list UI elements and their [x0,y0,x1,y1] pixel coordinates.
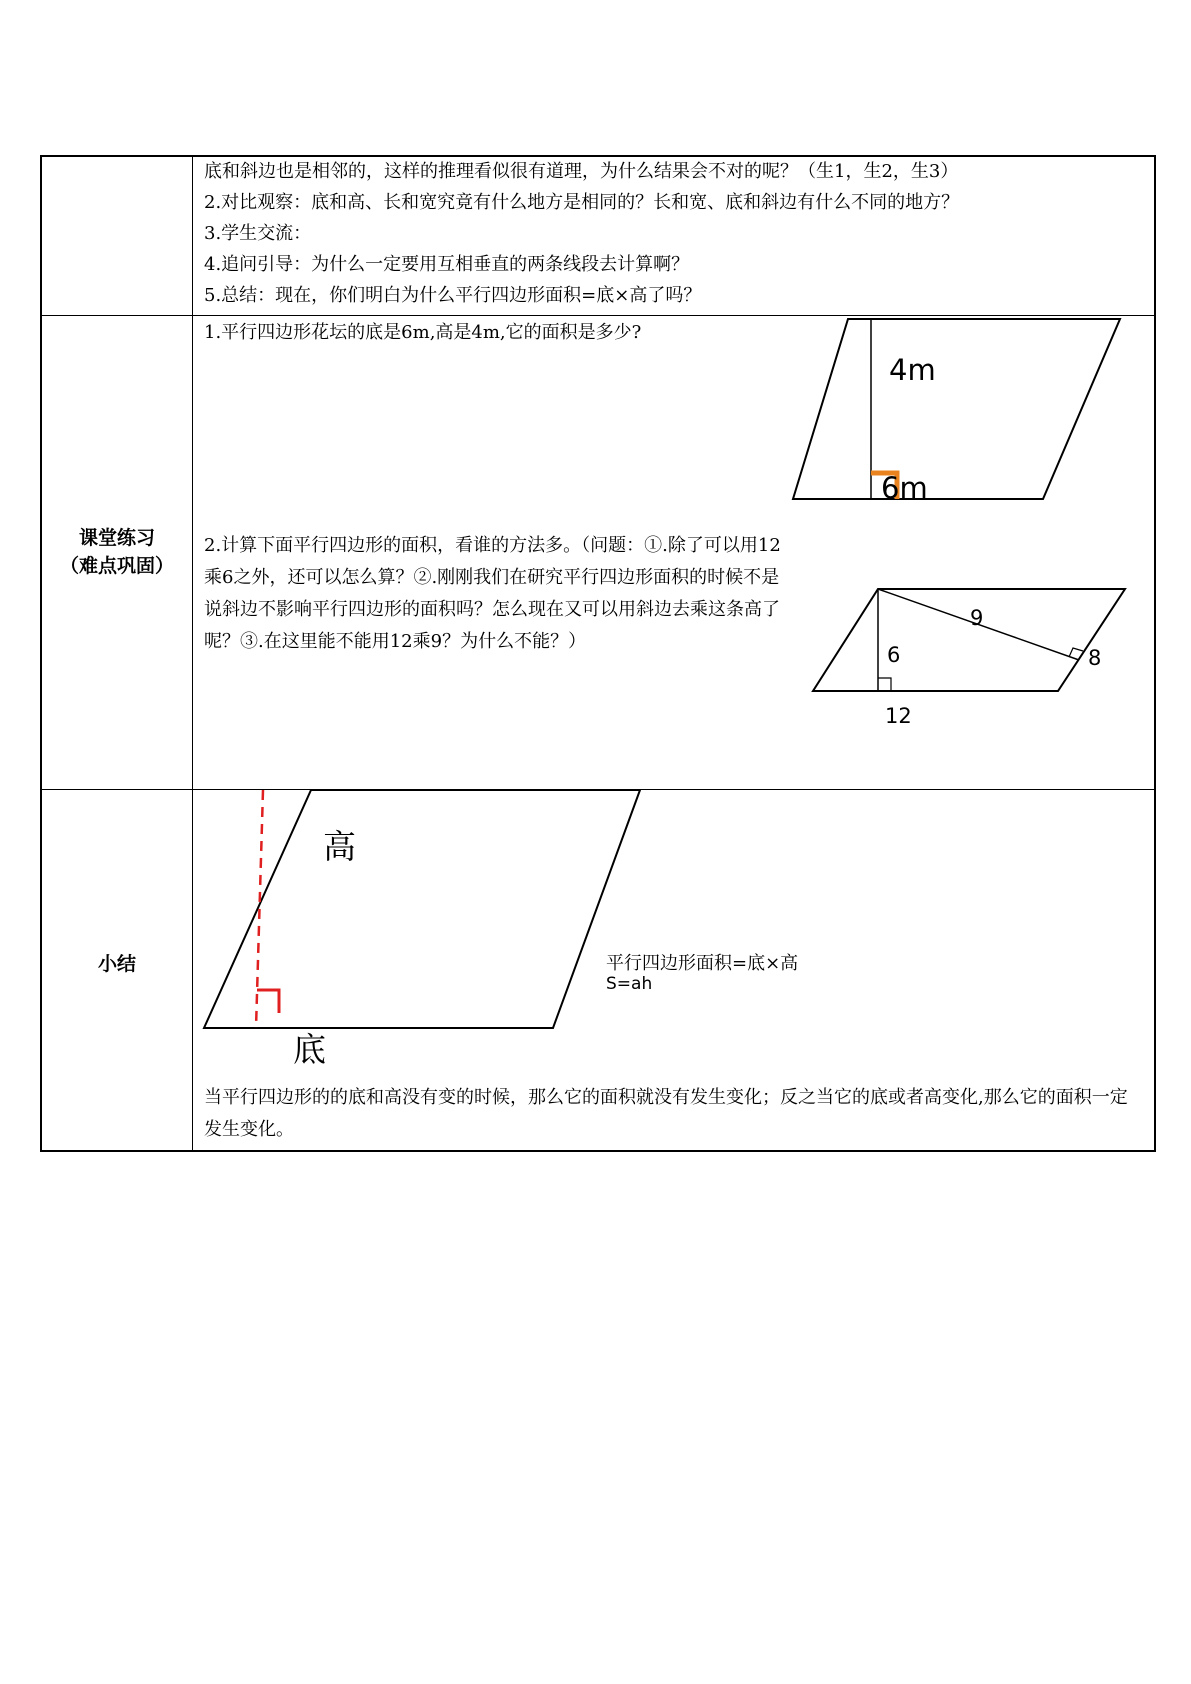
summary-content-cell [193,790,1154,1150]
practice-sublabel: （难点巩固） [59,555,174,577]
practice-row [42,315,1154,789]
lesson-table [40,155,1156,1152]
parallelogram-2-shape [813,589,1125,691]
practice-label-cell [42,316,193,789]
summary-label: 小结 [97,953,136,975]
summary-label-cell [42,790,193,1150]
intro-row [42,157,1154,315]
parallelogram-2-diagonal-label: 9 [970,606,984,630]
practice-content-cell [193,316,1154,789]
intro-line-4: 4.追问引导：为什么一定要用互相垂直的两条线段去计算啊？ [204,254,690,275]
parallelogram-2-height-label: 6 [887,643,901,667]
summary-conclusion: 当平行四边形的的底和高没有变的时候，那么它的面积就没有发生变化；反之当它的底或者高变化,那么它的面积一定发生变化。 [204,1087,1128,1140]
question-1: 1.平行四边形花坛的底是6m,高是4m,它的面积是多少? [204,322,642,343]
intro-line-2: 2.对比观察：底和高、长和宽究竟有什么地方是相同的？长和宽、底和斜边有什么不同的地方？ [204,192,960,213]
parallelogram-1-height-label: 4m [889,353,936,387]
intro-label-cell [42,157,193,315]
question-2: 2.计算下面平行四边形的面积，看谁的方法多。（问题：①.除了可以用12乘6之外，还可以怎么算？②.刚刚我们在研究平行四边形面积的时候不是说斜边不影响平行四边形的面积吗？怎么现在又可以用斜边去乘这条高了呢？③.在这里能不能用12乘9？为什么不能？） [204,535,781,652]
base-label: 底 [293,1030,326,1069]
area-formula: 平行四边形面积=底×高 [606,953,799,974]
intro-line-5: 5.总结：现在，你们明白为什么平行四边形面积=底×高了吗？ [204,285,702,306]
parallelogram-1-base-label: 6m [881,471,928,505]
practice-label: 课堂练习 [78,527,155,549]
parallelogram-2-side-label: 8 [1088,646,1102,670]
summary-right-angle-mark [257,990,279,1013]
parallelogram-summary-figure [193,790,693,1080]
parallelogram-2-height-right-angle [878,678,891,691]
parallelogram-2-base-label: 12 [885,704,912,728]
intro-line-3: 3.学生交流： [204,223,312,244]
parallelogram-figure-2 [813,586,1143,746]
summary-row [42,789,1154,1150]
height-label: 高 [323,827,356,866]
intro-line-1: 底和斜边也是相邻的，这样的推理看似很有道理，为什么结果会不对的呢？（生1，生2，生3） [204,161,959,182]
intro-content-cell [193,157,1154,315]
parallelogram-figure-1 [793,316,1143,526]
parallelogram-1-shape [793,319,1120,499]
parallelogram-summary-shape [204,790,640,1028]
area-formula-symbolic: S=ah [606,974,653,994]
